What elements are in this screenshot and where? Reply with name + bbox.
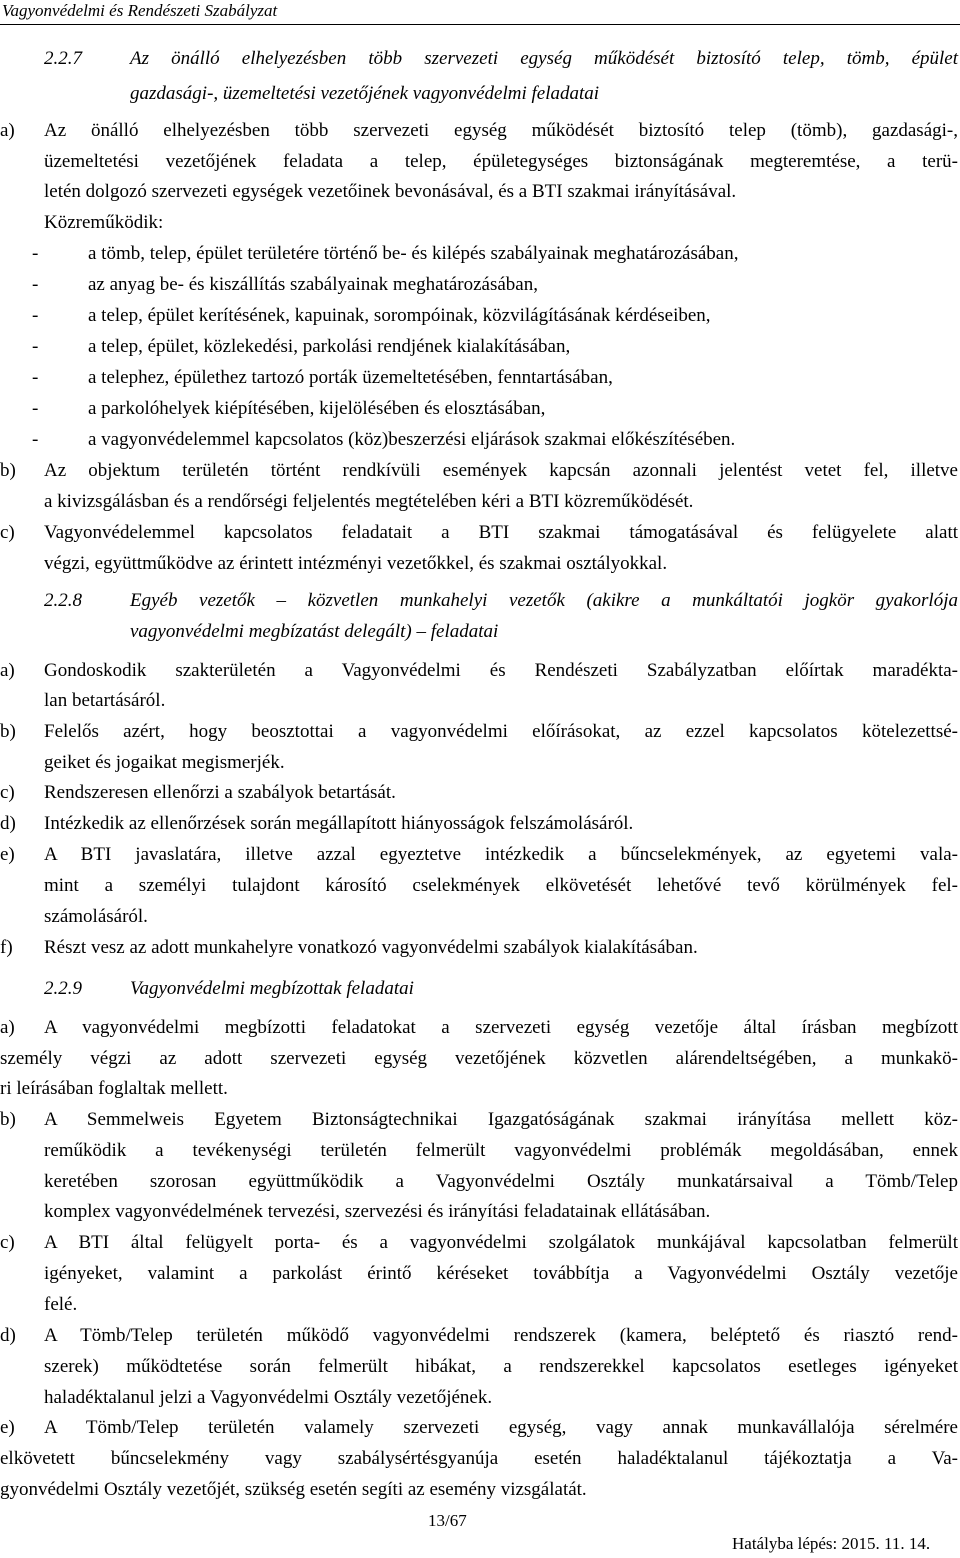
item-label-e: e) [0, 1417, 15, 1438]
item-label-c: c) [0, 1232, 15, 1253]
bullet-item: a tömb, telep, épület területére történő be- és kilépés szabályainak meghatározásában, [88, 243, 739, 264]
document-header-title: Vagyonvédelmi és Rendészeti Szabályzat [2, 1, 278, 20]
paragraph-line: Részt vesz az adott munkahelyre vonatkozó vagyonvédelmi szabályok kialakításában. [44, 937, 698, 958]
paragraph-line: Az objektum területén történt rendkívüli események kapcsán azonnali jelentést vetet fel, illetve [44, 460, 958, 481]
item-label-a: a) [0, 120, 15, 141]
paragraph-line: A BTI javaslatára, illetve azzal egyeztetve intézkedik a bűncselekmények, az egyetemi vala- [44, 844, 958, 865]
paragraph-line: Az önálló elhelyezésben több szervezeti egység működését biztosító telep (tömb), gazdasági-, [44, 120, 958, 141]
paragraph-line: gyonvédelmi Osztály vezetőjét, szükség esetén segíti az esemény vizsgálatát. [0, 1479, 587, 1500]
section-title-2-2-7-line2: gazdasági-, üzemeltetési vezetőjének vagyonvédelmi feladatai [130, 83, 600, 104]
bullet-item: a telep, épület kerítésének, kapuinak, sorompóinak, közvilágításának kérdéseiben, [88, 305, 711, 326]
item-label-b: b) [0, 721, 16, 742]
item-label-f: f) [0, 937, 13, 958]
paragraph-line: A vagyonvédelmi megbízotti feladatokat a szervezeti egység vezetője által írásban megbízott [44, 1017, 958, 1038]
paragraph-line: elkövetett bűncselekmény vagy szabálysértésgyanúja esetén haladéktalanul tájékoztatja a Va- [0, 1448, 958, 1469]
paragraph-line: geiket és jogaikat megismerjék. [44, 752, 285, 773]
header-divider [0, 24, 960, 25]
bullet-item: a vagyonvédelemmel kapcsolatos (köz)beszerzési eljárások szakmai előkészítésében. [88, 429, 736, 450]
paragraph-line: igényeket, valamint a parkolást érintő kéréseket továbbítja a Vagyonvédelmi Osztály vezetője [44, 1263, 958, 1284]
bullet-dash: - [32, 367, 39, 388]
bullet-item: a telephez, épülethez tartozó porták üzemeltetésében, fenntartásában, [88, 367, 613, 388]
paragraph-line: keretében szorosan együttműködik a Vagyonvédelmi Osztály munkatársaival a Tömb/Telep [44, 1171, 958, 1192]
item-label-b: b) [0, 1109, 16, 1130]
section-title-2-2-9: Vagyonvédelmi megbízottak feladatai [130, 978, 414, 999]
section-title-2-2-8-line1: Egyéb vezetők – közvetlen munkahelyi vezetők (akikre a munkáltatói jogkör gyakorlója [130, 590, 958, 611]
bullet-item: az anyag be- és kiszállítás szabályainak meghatározásában, [88, 274, 538, 295]
paragraph-line: A Tömb/Telep területén valamely szervezeti egység, vagy annak munkavállalója sérelmére [44, 1417, 958, 1438]
item-label-a: a) [0, 660, 15, 681]
paragraph-line: mint a személyi tulajdont károsító cselekmények elkövetését lehetővé tevő körülmények fel- [44, 875, 958, 896]
bullet-item: a parkolóhelyek kiépítésében, kijelölésében és elosztásában, [88, 398, 546, 419]
paragraph-line: Intézkedik az ellenőrzések során megállapított hiányosságok felszámolásáról. [44, 813, 634, 834]
section-title-2-2-7-line1: Az önálló elhelyezésben több szervezeti egység működését biztosító telep, tömb, épület [130, 48, 958, 69]
item-label-e: e) [0, 844, 15, 865]
paragraph-line: a kivizsgálásban és a rendőrségi feljelentés megtételében kéri a BTI közreműködését. [44, 491, 694, 512]
paragraph-line: lan betartásáról. [44, 690, 166, 711]
paragraph-line: letén dolgozó szervezeti egységek vezetőinek bevonásával, és a BTI szakmai irányításával. [44, 181, 737, 202]
paragraph-line: Vagyonvédelemmel kapcsolatos feladatait a BTI szakmai támogatásával és felügyelete alatt [44, 522, 958, 543]
item-label-d: d) [0, 1325, 16, 1346]
item-label-a: a) [0, 1017, 15, 1038]
section-number-2-2-9: 2.2.9 [44, 978, 82, 999]
section-title-2-2-8-line2: vagyonvédelmi megbízatást delegált) – feladatai [130, 621, 499, 642]
bullet-dash: - [32, 243, 39, 264]
item-label-c: c) [0, 522, 15, 543]
paragraph-line: végzi, együttműködve az érintett intézményi vezetőkkel, és szakmai osztályokkal. [44, 553, 668, 574]
bullet-dash: - [32, 274, 39, 295]
paragraph-line: A Semmelweis Egyetem Biztonságtechnikai Igazgatóságának szakmai irányítása mellett köz- [44, 1109, 958, 1130]
item-label-c: c) [0, 782, 15, 803]
item-label-d: d) [0, 813, 16, 834]
item-label-b: b) [0, 460, 16, 481]
paragraph-line: ri leírásában foglaltak mellett. [0, 1078, 228, 1099]
section-number-2-2-7: 2.2.7 [44, 48, 82, 69]
effective-date: Hatályba lépés: 2015. 11. 14. [732, 1534, 931, 1553]
page-number: 13/67 [428, 1511, 467, 1530]
paragraph-line: felé. [44, 1294, 78, 1315]
paragraph-line: Rendszeresen ellenőrzi a szabályok betartását. [44, 782, 396, 803]
paragraph-line: A Tömb/Telep területén működő vagyonvédelmi rendszerek (kamera, beléptető és riasztó rend- [44, 1325, 958, 1346]
section-number-2-2-8: 2.2.8 [44, 590, 82, 611]
paragraph-line: szerek) működtetése során felmerült hibákat, a rendszerekkel kapcsolatos esetleges igényeket [44, 1356, 958, 1377]
paragraph-line: Gondoskodik szakterületén a Vagyonvédelmi és Rendészeti Szabályzatban előírtak maradékta- [44, 660, 958, 681]
paragraph-line: Közreműködik: [44, 212, 164, 233]
paragraph-line: Felelős azért, hogy beosztottai a vagyonvédelmi előírásokat, az ezzel kapcsolatos kötelezettsé- [44, 721, 958, 742]
paragraph-line: üzemeltetési vezetőjének feladata a telep, épületegységes biztonságának megteremtése, a terü- [44, 151, 958, 172]
bullet-dash: - [32, 398, 39, 419]
paragraph-line: számolásáról. [44, 906, 148, 927]
paragraph-line: komplex vagyonvédelmének tervezési, szervezési és irányítási feladatainak ellátásában. [44, 1201, 711, 1222]
bullet-dash: - [32, 429, 39, 450]
bullet-dash: - [32, 336, 39, 357]
paragraph-line: A BTI által felügyelt porta- és a vagyonvédelmi szolgálatok munkájával kapcsolatban felmerült [44, 1232, 958, 1253]
bullet-dash: - [32, 305, 39, 326]
paragraph-line: haladéktalanul jelzi a Vagyonvédelmi Osztály vezetőjének. [44, 1387, 493, 1408]
paragraph-line: személy végzi az adott szervezeti egység vezetőjének közvetlen alárendeltségében, a munkakö- [0, 1048, 958, 1069]
paragraph-line: reműködik a tevékenységi területén felmerült vagyonvédelmi problémák megoldásában, ennek [44, 1140, 958, 1161]
bullet-item: a telep, épület, közlekedési, parkolási rendjének kialakításában, [88, 336, 571, 357]
